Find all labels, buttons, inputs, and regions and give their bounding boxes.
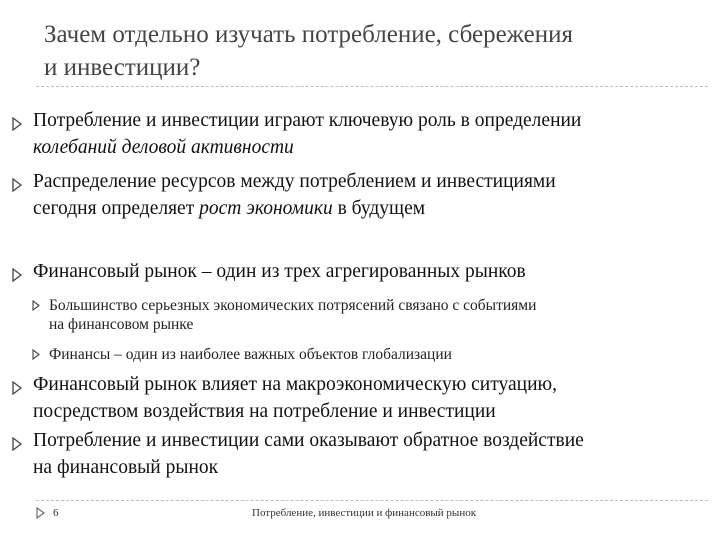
bullet-text: Финансовый рынок влияет на макроэкономическую ситуацию,: [33, 374, 557, 395]
bullet-item: [33, 168, 713, 222]
footer-text: Потребление, инвестиции и финансовый рынок: [252, 507, 477, 519]
bullet-emphasis: рост экономики: [199, 198, 333, 219]
title-divider: [36, 86, 708, 87]
page-number: 6: [53, 507, 59, 519]
sub-bullet-item: [49, 296, 713, 334]
sub-bullet-arrow-icon: [32, 300, 40, 311]
bullet-arrow-icon: [12, 178, 22, 192]
bullet-text: на финансовый рынок: [33, 457, 219, 478]
sub-bullet-text: Финансы – один из наиболее важных объектов глобализации: [49, 346, 452, 363]
bullet-text: Финансовый рынок – один из трех агрегированных рынков: [33, 261, 526, 282]
bullet-item: [33, 258, 713, 285]
slide-title: [44, 18, 704, 84]
bullet-text-post: в будущем: [332, 198, 426, 219]
bullet-text-pre: сегодня определяет: [33, 198, 200, 219]
sub-bullet-arrow-icon: [32, 349, 40, 360]
title-line-2: и инвестиции?: [44, 54, 201, 81]
sub-bullet-item: [49, 345, 713, 364]
bullet-arrow-icon: [12, 117, 22, 131]
bullet-arrow-icon: [12, 268, 22, 282]
bullet-text: Распределение ресурсов между потреблением и инвестициями: [33, 171, 556, 192]
title-line-1: Зачем отдельно изучать потребление, сбережения: [44, 21, 573, 48]
bullet-text: посредством воздействия на потребление и инвестиции: [33, 401, 496, 422]
sub-bullet-text: Большинство серьезных экономических потрясений связано с событиями: [49, 297, 537, 314]
footer-divider: [36, 500, 708, 501]
bullet-item: [33, 107, 713, 161]
footer-marker-icon: [36, 506, 45, 524]
bullet-item: [33, 371, 713, 425]
sub-bullet-text: на финансовом рынке: [49, 316, 194, 333]
bullet-arrow-icon: [12, 437, 22, 451]
bullet-text: Потребление и инвестиции сами оказывают обратное воздействие: [33, 430, 584, 451]
bullet-arrow-icon: [12, 381, 22, 395]
bullet-emphasis: колебаний деловой активности: [33, 137, 294, 158]
bullet-text: Потребление и инвестиции играют ключевую роль в определении: [33, 110, 582, 131]
bullet-item: [33, 427, 713, 481]
